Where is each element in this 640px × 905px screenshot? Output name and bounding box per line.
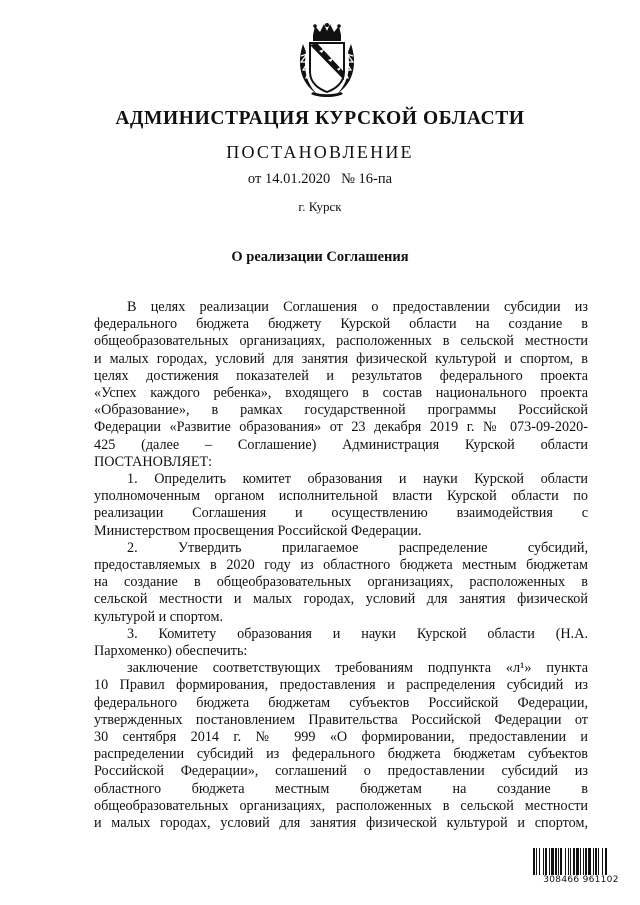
body-line: общеобразовательных организациях, расположенных в сельской местности xyxy=(94,797,588,814)
body-line: 425 (далее – Соглашение) Администрация Курской области xyxy=(94,436,588,453)
body-line: федерального бюджета бюджетам субъектов Российской Федерации, xyxy=(94,694,588,711)
body-line: В целях реализации Соглашения о предоставлении субсидии из xyxy=(127,299,588,315)
body-line: 2. Утвердить прилагаемое распределение субсидий, xyxy=(127,539,588,556)
barcode-bar xyxy=(539,848,540,878)
body-line: утвержденных постановлением Правительства Российской Федерации от xyxy=(94,711,588,728)
body-line: 30 сентября 2014 г. № 999 «О формировании, предоставлении и xyxy=(94,729,588,746)
body-line: федерального бюджета бюджету Курской области на создание в xyxy=(94,316,588,333)
body-line: областного бюджета местным бюджетам на создание в xyxy=(94,780,588,797)
barcode-bar xyxy=(573,848,575,878)
body-line: Министерством просвещения Российской Федерации. xyxy=(94,522,422,539)
barcode-bar xyxy=(580,848,581,878)
barcode-bar xyxy=(605,848,607,878)
body-line: сельской местности и малых городах, условий для занятия физической xyxy=(94,591,588,608)
document-subject: О реализации Соглашения xyxy=(231,249,409,265)
body-line: уполномоченным органом исполнительной власти Курской области по xyxy=(94,488,588,505)
barcode-bar xyxy=(588,848,591,878)
body-line: распределении субсидий из федерального бюджета бюджетам субъектов xyxy=(94,746,588,763)
body-line: «Успех каждого ребенка», входящего в состав национального проекта xyxy=(94,385,588,402)
barcode-bar xyxy=(560,848,562,878)
barcode-bar xyxy=(551,848,554,878)
document-type: ПОСТАНОВЛЕНИЕ xyxy=(226,142,414,162)
barcode-bar xyxy=(558,848,559,878)
body-line: 1. Определить комитет образования и науки Курской области xyxy=(127,471,588,488)
body-line: общеобразовательных организациях, расположенных в сельской местности xyxy=(94,333,588,350)
body-line: ПОСТАНОВЛЯЕТ: xyxy=(94,453,213,470)
barcode-bar xyxy=(536,848,537,878)
barcode-bar xyxy=(598,848,599,878)
barcode-bar xyxy=(568,848,569,878)
barcode-bar xyxy=(565,848,566,878)
body-line: 3. Комитету образования и науки Курской области (Н.А. xyxy=(127,625,588,642)
body-line: и малых городах, условий для занятия физической культурой и спортом, в xyxy=(94,350,588,367)
body-line: 10 Правил формирования, предоставления и распределения субсидий из xyxy=(94,677,588,694)
city: г. Курск xyxy=(298,199,342,214)
barcode-number: 308466 961102 xyxy=(532,875,630,886)
barcode-bar xyxy=(583,848,584,878)
barcode-bar xyxy=(576,848,579,878)
barcode-bar xyxy=(570,848,571,878)
body-line: «Образование», в рамках государственной программы Российской xyxy=(94,402,588,419)
body-line: Российской Федерации», соглашений о предоставлении субсидий из xyxy=(94,763,588,780)
barcode xyxy=(532,848,630,895)
barcode-bar xyxy=(593,848,594,878)
date-and-number: от 14.01.2020 № 16-па xyxy=(247,171,393,187)
barcode-bar xyxy=(549,848,550,878)
barcode-bar xyxy=(602,848,603,878)
barcode-bar xyxy=(545,848,547,878)
body-line: целях достижения показателей и результатов федерального проекта xyxy=(94,367,588,384)
body-line: заключение соответствующих требованиям подпункта «л¹» пункта xyxy=(127,660,588,677)
barcode-icon xyxy=(532,848,630,878)
body-line: и малых городах, условий для занятия физической культурой и спортом, xyxy=(94,815,588,832)
document-body xyxy=(94,299,588,832)
body-line: реализации Соглашения и осуществлению взаимодействия с xyxy=(94,505,588,522)
body-line: на создание в общеобразовательных организациях, расположенных в xyxy=(94,574,588,591)
body-line: предоставляемых в 2020 году из областного бюджета местным бюджетам xyxy=(94,557,588,574)
barcode-bar xyxy=(585,848,587,878)
body-line: культурой и спортом. xyxy=(94,608,223,625)
barcode-bar xyxy=(595,848,597,878)
body-line: Федерации «Развитие образования» от 23 декабря 2019 г. № 073-09-2020- xyxy=(94,419,588,436)
barcode-bar xyxy=(543,848,544,878)
barcode-bar xyxy=(533,848,535,878)
organization-title: АДМИНИСТРАЦИЯ КУРСКОЙ ОБЛАСТИ xyxy=(115,108,525,129)
barcode-bar xyxy=(555,848,557,878)
coat-of-arms-icon xyxy=(297,22,357,98)
body-line: Пархоменко) обеспечить: xyxy=(94,643,248,660)
